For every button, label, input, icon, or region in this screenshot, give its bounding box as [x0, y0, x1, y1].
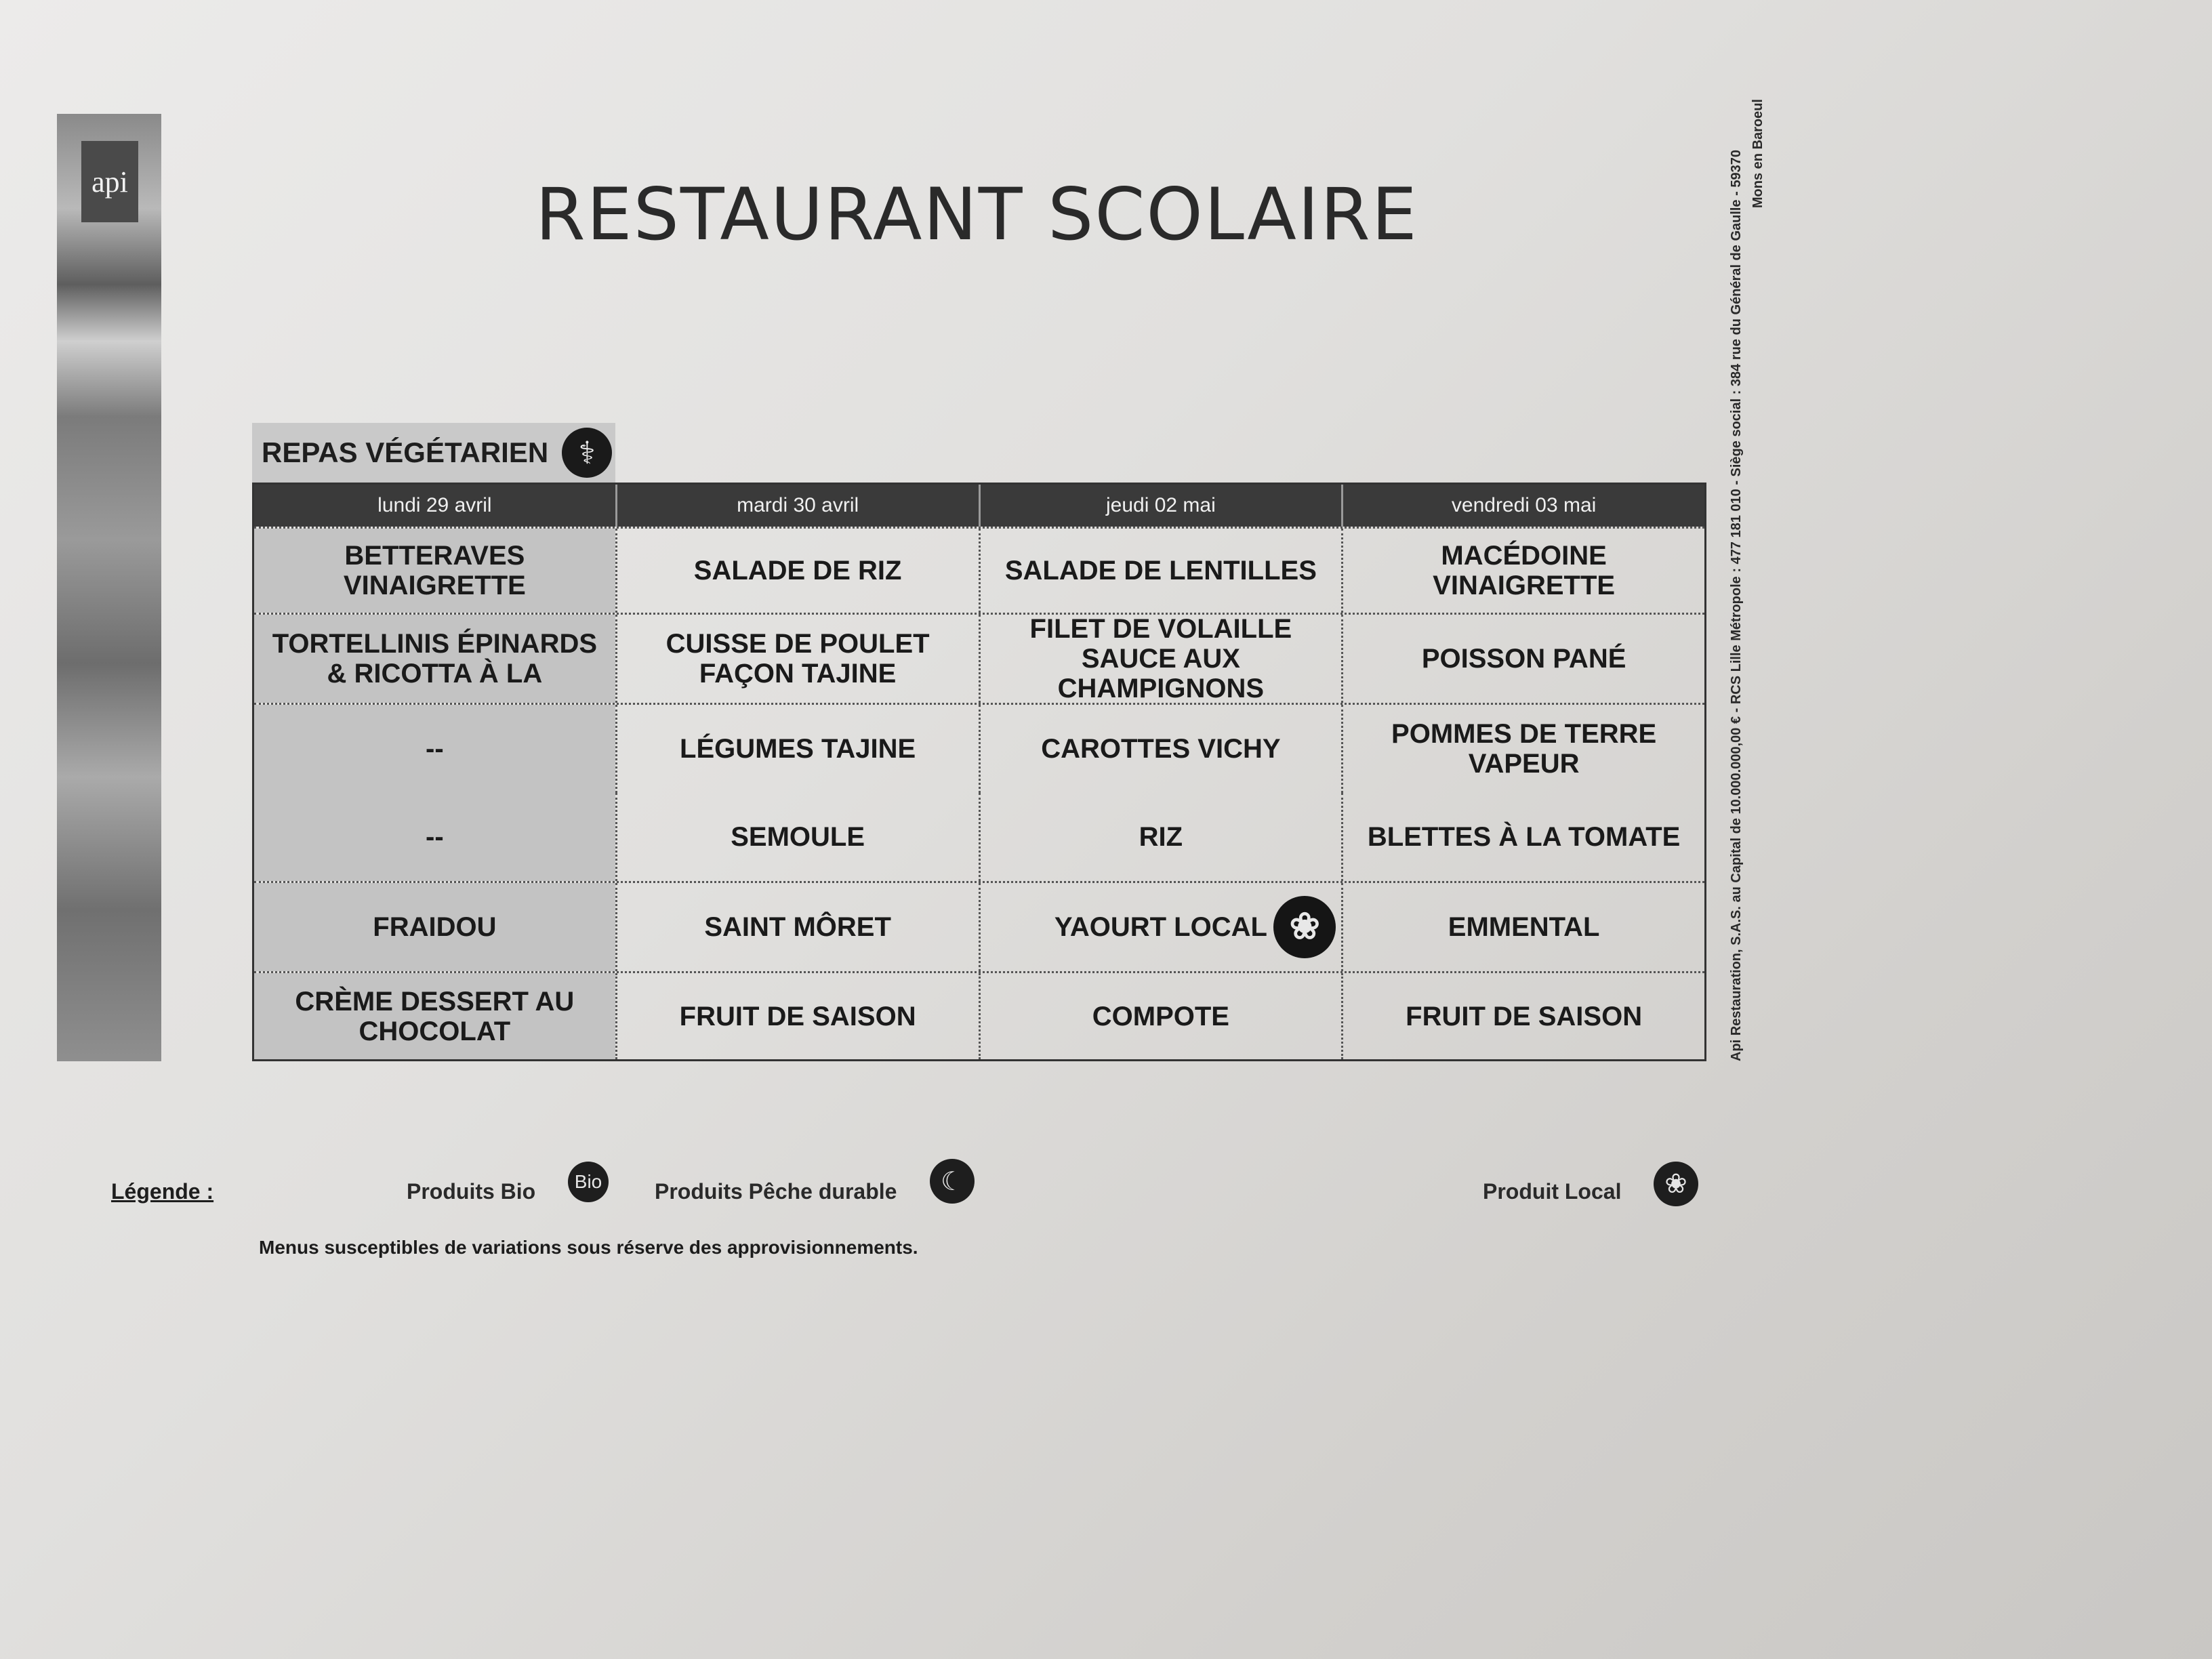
table-row — [254, 613, 1704, 703]
menu-cell: POMMES DE TERRE VAPEUR — [1341, 705, 1704, 793]
bio-icon: Bio — [568, 1162, 609, 1202]
menu-cell: LÉGUMES TAJINE — [615, 705, 979, 793]
legal-line: Api Restauration, S.A.S. au Capital de 10.000.000,00 € - RCS Lille Métropole : 477 181 010 - Siège social : 384 rue du Général de Gaulle - 59370 — [1729, 150, 1744, 1061]
table-row — [254, 881, 1704, 971]
table-row — [254, 527, 1704, 613]
menu-cell: FRUIT DE SAISON — [1341, 973, 1704, 1059]
menu-cell: -- — [254, 793, 615, 881]
menu-cell: BLETTES À LA TOMATE — [1341, 793, 1704, 881]
menu-cell: COMPOTE — [979, 973, 1342, 1059]
menu-cell: TORTELLINIS ÉPINARDS & RICOTTA À LA — [254, 615, 615, 703]
menu-cell: EMMENTAL — [1341, 883, 1704, 971]
table-header-row — [254, 485, 1704, 527]
legal-line: Mons en Baroeul — [1750, 99, 1765, 209]
vegetarian-meal-badge — [252, 423, 615, 483]
menu-cell: BETTERAVES VINAIGRETTE — [254, 529, 615, 613]
legend-title: Légende : — [111, 1179, 214, 1204]
menu-table — [252, 483, 1706, 1061]
table-row — [254, 703, 1704, 793]
legend-bio-label: Produits Bio — [407, 1179, 536, 1204]
menu-cell: SAINT MÔRET — [615, 883, 979, 971]
menu-cell: CRÈME DESSERT AU CHOCOLAT — [254, 973, 615, 1059]
menu-cell — [979, 883, 1342, 971]
menu-cell: SEMOULE — [615, 793, 979, 881]
menu-cell: CUISSE DE POULET FAÇON TAJINE — [615, 615, 979, 703]
day-header: lundi 29 avril — [377, 494, 492, 516]
day-header: mardi 30 avril — [615, 485, 979, 527]
api-logo: api — [81, 141, 138, 222]
legend-peche-label: Produits Pêche durable — [655, 1179, 897, 1204]
menu-cell: FILET DE VOLAILLE SAUCE AUX CHAMPIGNONS — [979, 615, 1342, 703]
menu-cell: SALADE DE RIZ — [615, 529, 979, 613]
local-product-icon: ❀ — [1654, 1162, 1698, 1206]
badge-label: REPAS VÉGÉTARIEN — [262, 436, 549, 468]
decorative-photo-strip — [57, 114, 161, 1061]
menu-cell: POISSON PANÉ — [1341, 615, 1704, 703]
day-header: vendredi 03 mai — [1341, 485, 1704, 527]
table-row — [254, 793, 1704, 881]
menu-cell: MACÉDOINE VINAIGRETTE — [1341, 529, 1704, 613]
menu-cell: SALADE DE LENTILLES — [979, 529, 1342, 613]
table-row — [254, 971, 1704, 1059]
vegetarian-icon: ⚕ — [562, 428, 612, 478]
local-product-icon: ❀ — [1273, 896, 1336, 958]
legend-local-label: Produit Local — [1483, 1179, 1622, 1204]
day-header: jeudi 02 mai — [979, 485, 1342, 527]
sustainable-fishing-icon: ☾ — [930, 1159, 975, 1204]
menu-cell: RIZ — [979, 793, 1342, 881]
company-legal-text — [1725, 99, 1769, 1061]
disclaimer-note: Menus susceptibles de variations sous réserve des approvisionnements. — [259, 1237, 918, 1258]
menu-cell-label: YAOURT LOCAL — [1054, 912, 1267, 942]
page-title: RESTAURANT SCOLAIRE — [535, 173, 1418, 256]
menu-cell: -- — [254, 705, 615, 793]
menu-cell: CAROTTES VICHY — [979, 705, 1342, 793]
menu-cell: FRUIT DE SAISON — [615, 973, 979, 1059]
menu-cell: FRAIDOU — [254, 883, 615, 971]
